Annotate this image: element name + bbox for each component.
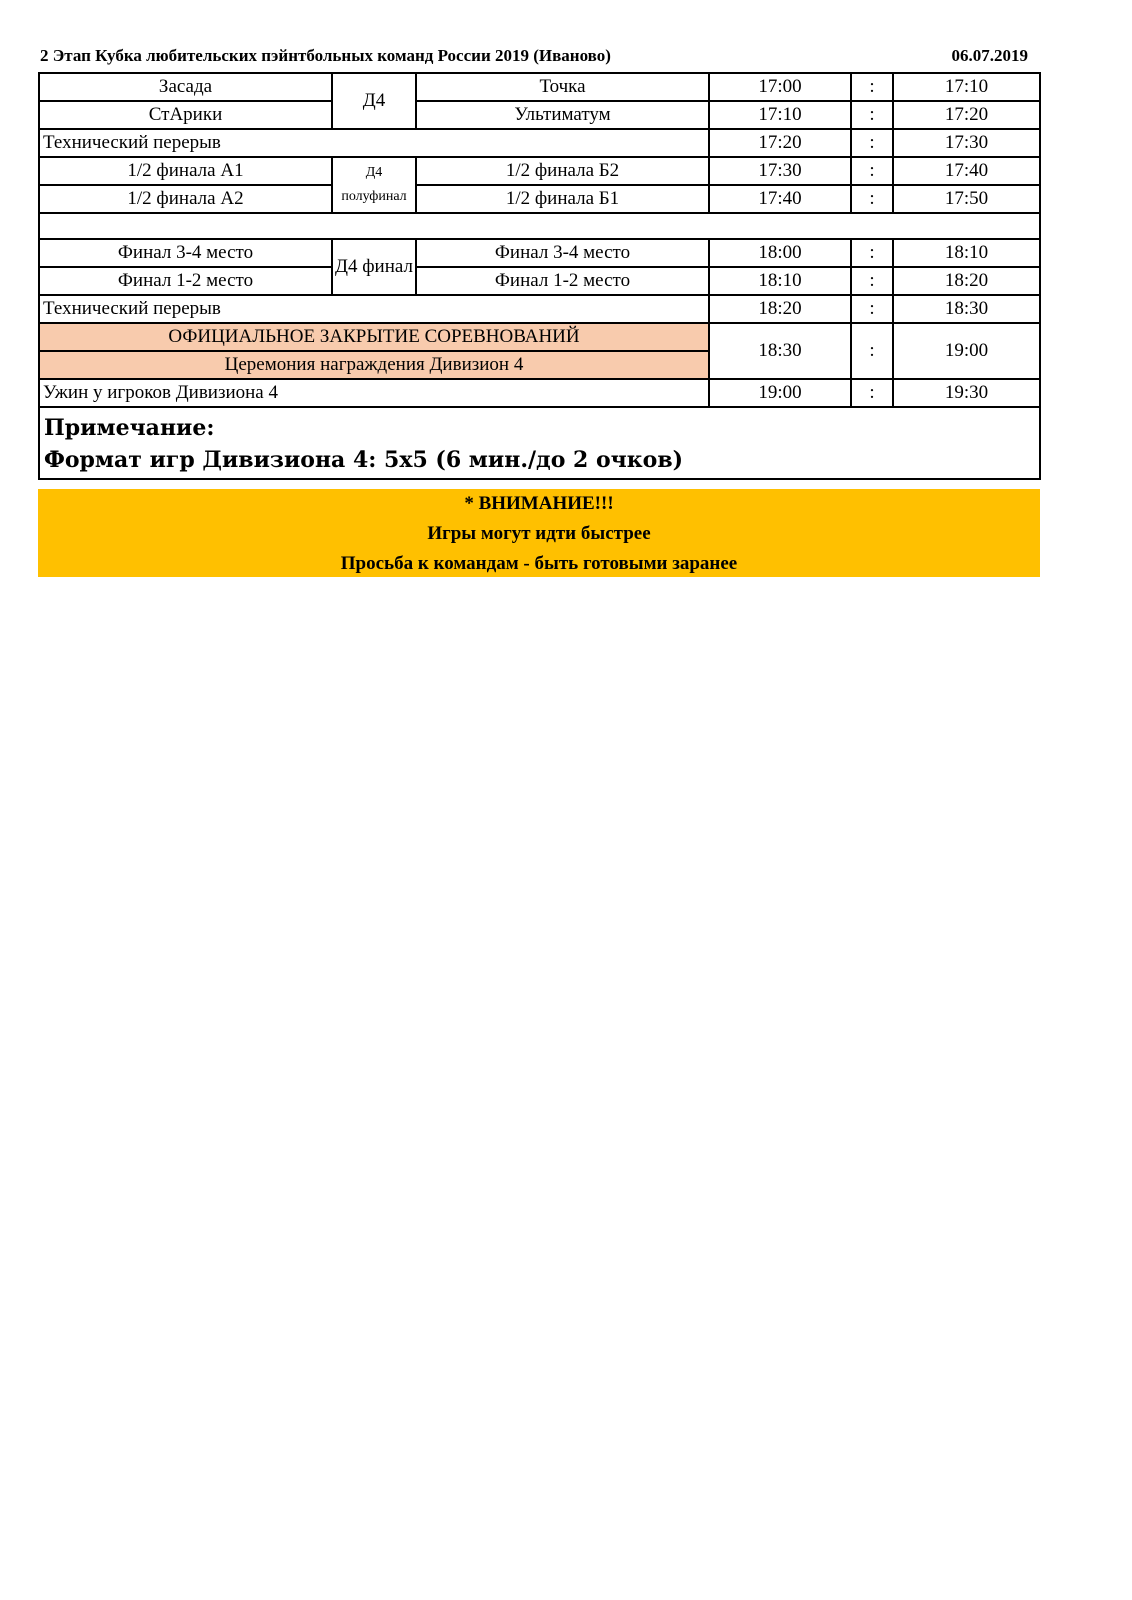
time-separator: : [851,323,893,379]
time-separator: : [851,101,893,129]
table-row [39,379,1040,407]
time-separator: : [851,267,893,295]
division-cell: Д4 полуфинал [332,157,416,213]
time-separator: : [851,379,893,407]
event-date: 06.07.2019 [951,46,1028,65]
end-time: 17:30 [893,129,1040,157]
time-separator: : [851,239,893,267]
team-cell: Ультиматум [416,101,709,129]
break-label: Технический перерыв [39,295,709,323]
game-format: Формат игр Дивизиона 4: 5х5 (6 мин./до 2 очков) [44,447,684,473]
time-separator: : [851,157,893,185]
start-time: 18:20 [709,295,851,323]
division-cell: Д4 финал [332,239,416,295]
dinner-label: Ужин у игроков Дивизиона 4 [39,379,709,407]
team-cell: 1/2 финала А1 [39,157,332,185]
team-cell: 1/2 финала А2 [39,185,332,213]
document-header [38,44,1038,68]
table-row [39,323,1040,351]
note-cell [39,407,1040,479]
table-row [39,267,1040,295]
team-cell: Финал 1-2 место [39,267,332,295]
event-title: 2 Этап Кубка любительских пэйнтбольных команд России 2019 (Иваново) [40,46,611,65]
award-ceremony-label: Церемония награждения Дивизион 4 [39,351,709,379]
start-time: 17:00 [709,73,851,101]
start-time: 18:10 [709,267,851,295]
time-separator: : [851,295,893,323]
table-row [39,101,1040,129]
note-label: Примечание: [44,415,215,441]
team-cell: Финал 3-4 место [416,239,709,267]
table-row [39,157,1040,185]
table-row [39,213,1040,239]
end-time: 18:10 [893,239,1040,267]
end-time: 17:20 [893,101,1040,129]
start-time: 17:20 [709,129,851,157]
table-row [39,73,1040,101]
end-time: 17:10 [893,73,1040,101]
end-time: 19:00 [893,323,1040,379]
end-time: 18:20 [893,267,1040,295]
team-cell: Финал 1-2 место [416,267,709,295]
time-separator: : [851,73,893,101]
team-cell: Засада [39,73,332,101]
start-time: 17:30 [709,157,851,185]
time-separator: : [851,185,893,213]
table-row [39,239,1040,267]
start-time: 17:40 [709,185,851,213]
schedule-table [38,72,1041,480]
empty-row [39,213,1040,239]
warning-title: * ВНИМАНИЕ!!! [464,493,614,514]
end-time: 17:50 [893,185,1040,213]
table-row [39,407,1040,479]
start-time: 18:00 [709,239,851,267]
division-cell: Д4 [332,73,416,129]
warning-banner [38,489,1040,577]
closing-ceremony-label: ОФИЦИАЛЬНОЕ ЗАКРЫТИЕ СОРЕВНОВАНИЙ [39,323,709,351]
break-label: Технический перерыв [39,129,709,157]
table-row [39,185,1040,213]
team-cell: Финал 3-4 место [39,239,332,267]
warning-text: Игры могут идти быстрее [427,523,651,544]
start-time: 17:10 [709,101,851,129]
team-cell: 1/2 финала Б1 [416,185,709,213]
end-time: 17:40 [893,157,1040,185]
warning-request: Просьба к командам - быть готовыми заранее [340,553,738,574]
table-row [39,295,1040,323]
team-cell: 1/2 финала Б2 [416,157,709,185]
time-separator: : [851,129,893,157]
end-time: 18:30 [893,295,1040,323]
end-time: 19:30 [893,379,1040,407]
start-time: 18:30 [709,323,851,379]
team-cell: Точка [416,73,709,101]
start-time: 19:00 [709,379,851,407]
table-row [39,129,1040,157]
team-cell: СтАрики [39,101,332,129]
